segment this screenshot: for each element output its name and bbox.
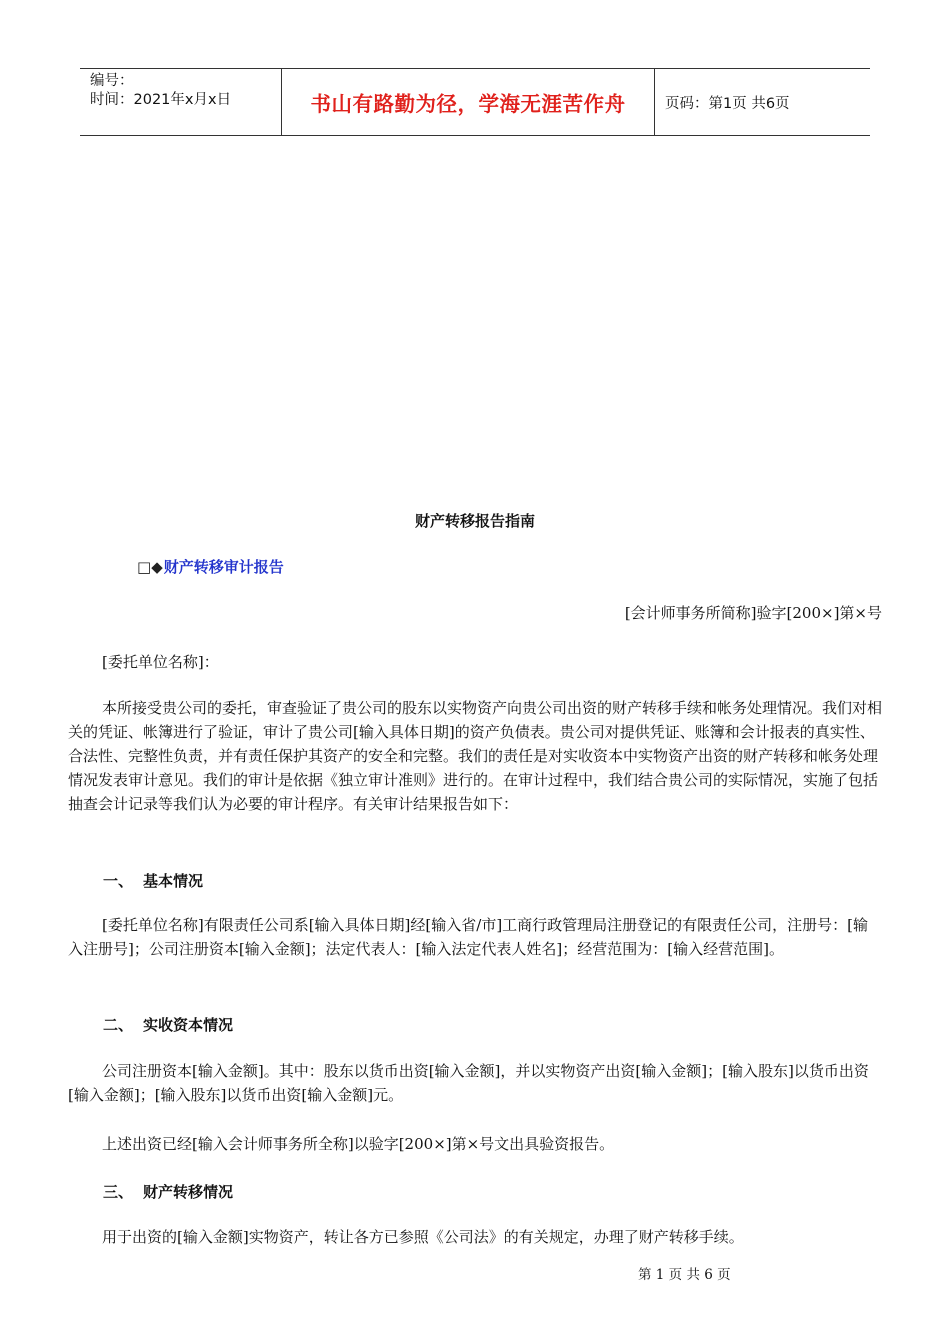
header-page-label: 页码：第1页 共6页: [665, 95, 790, 112]
section-number: 三、: [103, 1183, 134, 1201]
checkbox-icon: □: [137, 558, 152, 576]
section-number: 二、: [103, 1016, 134, 1034]
section-heading-2: [103, 1014, 233, 1035]
reference-number: [会计师事务所简称]验字[200×]第×号: [624, 604, 882, 622]
addressee: [委托单位名称]：: [102, 653, 219, 671]
basic-info-paragraph: [委托单位名称]有限责任公司系[输入具体日期]经[输入省/市]工商行政管理局注册登记的有限责任公司，注册号：[输入注册号]；公司注册资本[输入金额]；法定代表人：[输入法定代表人姓名]；经营范围为：[输入经营范围]。: [68, 916, 869, 958]
diamond-icon: ◆: [151, 558, 163, 576]
intro-paragraph: 本所接受贵公司的委托，审查验证了贵公司的股东以实物资产向贵公司出资的财产转移手续和帐务处理情况。我们对相关的凭证、帐簿进行了验证，审计了贵公司[输入具体日期]的资产负债表。贵公司对提供凭证、账簿和会计报表的真实性、合法性、完整性负责，并有责任保护其资产的安全和完整。我们的责任是对实收资本中实物资产出资的财产转移和帐务处理情况发表审计意见。我们的审计是依据《独立审计准则》进行的。在审计过程中，我们结合贵公司的实际情况，实施了包括抽查会计记录等我们认为必要的审计程序。有关审计结果报告如下：: [68, 699, 883, 813]
section-title: 财产转移情况: [143, 1183, 234, 1201]
section-heading-3: [103, 1181, 233, 1202]
header-table: [80, 68, 870, 136]
section-title: 实收资本情况: [143, 1016, 234, 1034]
footer-page-number: 第 1 页 共 6 页: [638, 1267, 731, 1283]
header-motto: 书山有路勤为径，学海无涯苦作舟: [282, 69, 655, 135]
document-title: 财产转移报告指南: [414, 512, 535, 530]
subtitle-line: [137, 556, 284, 577]
header-time-label: 时间：2021年x月x日: [90, 92, 232, 108]
header-meta-cell: [80, 69, 282, 135]
section-title: 基本情况: [143, 872, 204, 890]
header-number-label: 编号：: [90, 73, 134, 89]
verification-paragraph: 上述出资已经[输入会计师事务所全称]以验字[200×]第×号文出具验资报告。: [102, 1135, 615, 1153]
capital-paragraph: 公司注册资本[输入金额]。其中：股东以货币出资[输入金额]，并以实物资产出资[输入金额]；[输入股东]以货币出资[输入金额]；[输入股东]以货币出资[输入金额]元。: [68, 1062, 869, 1104]
transfer-paragraph: 用于出资的[输入金额]实物资产，转让各方已参照《公司法》的有关规定，办理了财产转移手续。: [102, 1228, 744, 1246]
audit-report-link[interactable]: 财产转移审计报告: [163, 558, 284, 576]
section-number: 一、: [103, 872, 134, 890]
section-heading-1: [103, 870, 203, 891]
